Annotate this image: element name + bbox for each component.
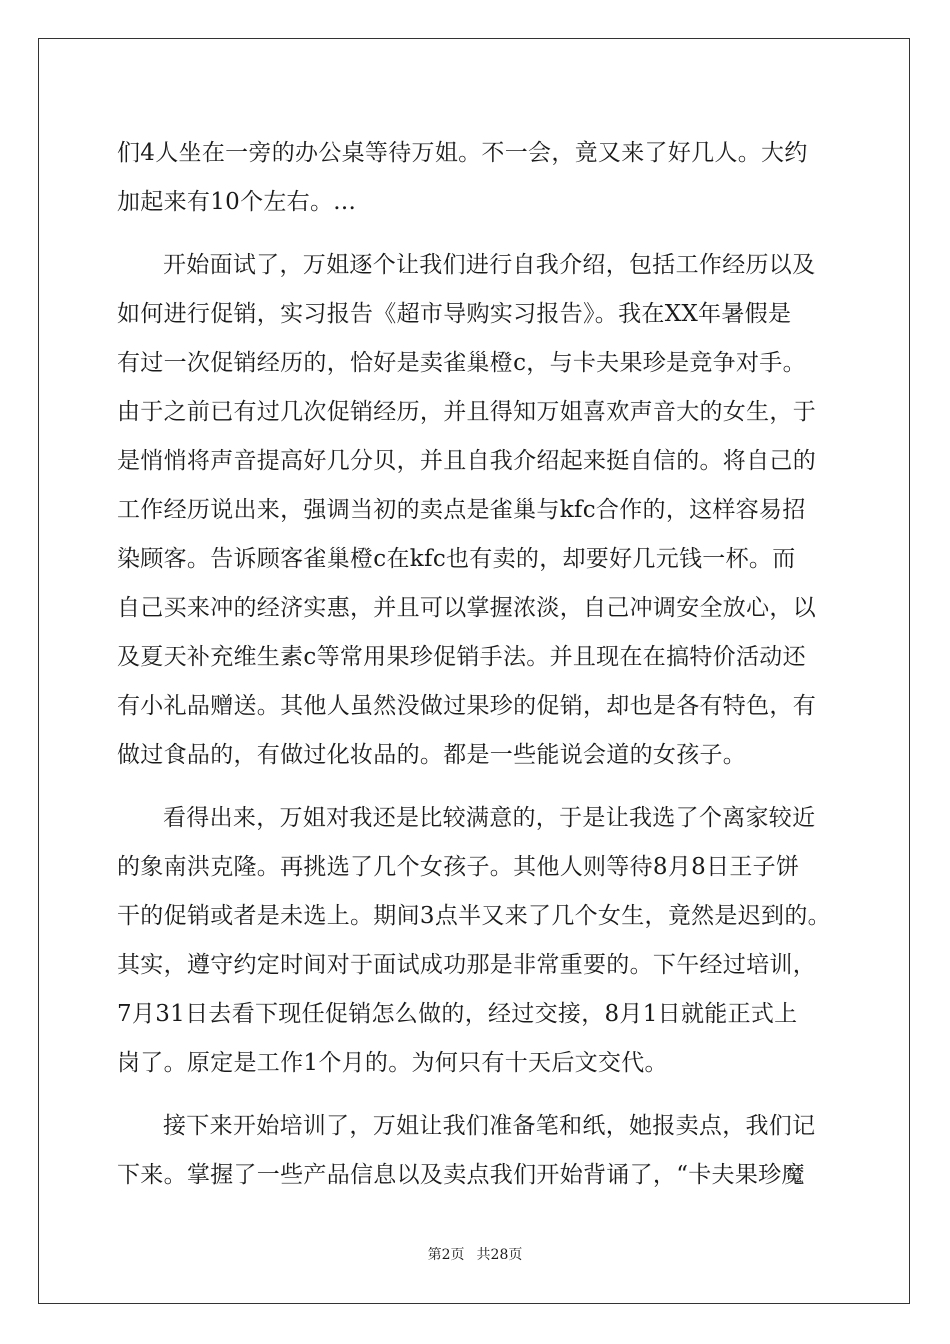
page-footer bbox=[0, 1246, 950, 1264]
text-line: 的象南洪克隆。再挑选了几个女孩子。其他人则等待8月8日王子饼 bbox=[117, 854, 800, 880]
text-line: 7月31日去看下现任促销怎么做的，经过交接，8月1日就能正式上 bbox=[117, 1001, 798, 1027]
text-line: 们4人坐在一旁的办公桌等待万姐。不一会，竟又来了好几人。大约 bbox=[117, 140, 808, 166]
text-line: 做过食品的，有做过化妆品的。都是一些能说会道的女孩子。 bbox=[117, 742, 747, 768]
paragraph-start-line: 看得出来，万姐对我还是比较满意的，于是让我选了个离家较近 bbox=[163, 805, 816, 831]
text-line: 有过一次促销经历的，恰好是卖雀巢橙c，与卡夫果珍是竞争对手。 bbox=[117, 350, 806, 376]
text-line: 由于之前已有过几次促销经历，并且得知万姐喜欢声音大的女生，于 bbox=[117, 399, 816, 425]
page-number: 第2页 bbox=[427, 1247, 465, 1263]
paragraph-start-line: 接下来开始培训了，万姐让我们准备笔和纸，她报卖点，我们记 bbox=[163, 1113, 816, 1139]
text-line: 其实，遵守约定时间对于面试成功那是非常重要的。下午经过培训， bbox=[117, 952, 816, 978]
text-line: 工作经历说出来，强调当初的卖点是雀巢与kfc合作的，这样容易招 bbox=[117, 497, 806, 523]
text-line: 干的促销或者是未选上。期间3点半又来了几个女生，竟然是迟到的。 bbox=[117, 903, 831, 929]
text-line: 有小礼品赠送。其他人虽然没做过果珍的促销，却也是各有特色，有 bbox=[117, 693, 816, 719]
paragraph-start-line: 开始面试了，万姐逐个让我们进行自我介绍，包括工作经历以及 bbox=[163, 252, 816, 278]
text-line: 岗了。原定是工作1个月的。为何只有十天后文交代。 bbox=[117, 1050, 668, 1076]
text-line: 自己买来冲的经济实惠，并且可以掌握浓淡，自己冲调安全放心，以 bbox=[117, 595, 816, 621]
text-line: 染顾客。告诉顾客雀巢橙c在kfc也有卖的，却要好几元钱一杯。而 bbox=[117, 546, 796, 572]
text-line: 下来。掌握了一些产品信息以及卖点我们开始背诵了，“卡夫果珍魔 bbox=[117, 1162, 805, 1188]
text-line: 加起来有10个左右。... bbox=[117, 189, 357, 215]
text-line: 是悄悄将声音提高好几分贝，并且自我介绍起来挺自信的。将自己的 bbox=[117, 448, 816, 474]
page-total: 共28页 bbox=[476, 1247, 523, 1263]
text-line: 及夏天补充维生素c等常用果珍促销手法。并且现在在搞特价活动还 bbox=[117, 644, 806, 670]
text-line: 如何进行促销，实习报告《超市导购实习报告》。我在XX年暑假是 bbox=[117, 301, 792, 327]
